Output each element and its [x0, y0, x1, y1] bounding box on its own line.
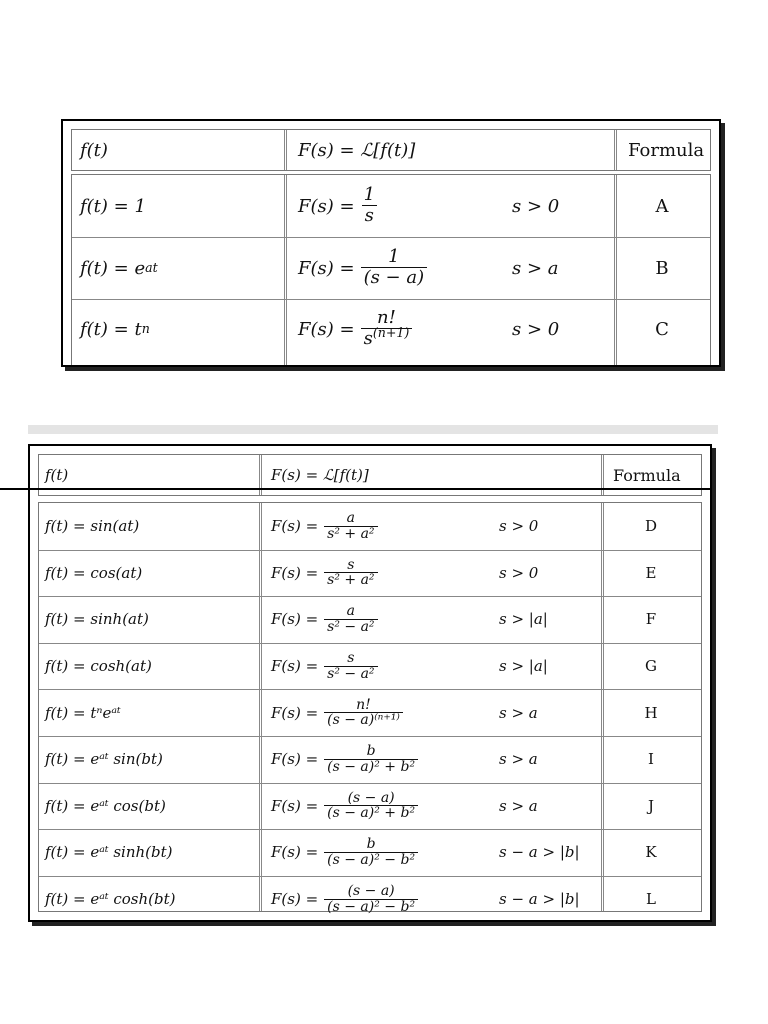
table2-row-i-condition: s > a: [499, 750, 538, 769]
Fs-prefix: F(s) =: [271, 750, 319, 769]
numerator: 1: [363, 184, 376, 206]
table2-header-formula: Formula: [613, 465, 681, 485]
fraction: [324, 791, 418, 821]
Fs-prefix: F(s) =: [271, 703, 319, 722]
denominator: (s − a)² + b²: [324, 805, 418, 821]
table2-row-h-Fs: [271, 689, 403, 736]
table2-row-f-condition: s > |a|: [499, 610, 548, 629]
denominator: (s − a)² − b²: [324, 852, 418, 868]
table1-header-ft: f(t): [80, 139, 108, 161]
numerator: a: [346, 510, 356, 527]
table2-row-k-Fs: [271, 829, 418, 876]
table1-header-Fs: F(s) = ℒ[f(t)]: [298, 139, 416, 161]
table1-header-formula: Formula: [628, 139, 705, 161]
denominator: (s − a): [361, 267, 428, 288]
Fs-prefix: F(s) =: [298, 318, 355, 340]
denominator: [361, 325, 413, 350]
denominator: (s − a)² − b²: [324, 899, 418, 915]
table2-row-g-letter: G: [645, 657, 657, 676]
table1-header-row: [71, 129, 711, 171]
table2-row-l-Fs: [271, 876, 418, 923]
denominator: (s − a)⁽ⁿ⁺¹⁾: [324, 712, 403, 728]
table2-row-k-letter: K: [645, 843, 657, 862]
Fs-prefix: F(s) =: [271, 563, 319, 582]
table2-row-g-ft: f(t) = cosh(at): [45, 657, 152, 676]
Fs-prefix: F(s) =: [271, 610, 319, 629]
table1-row-a-condition: s > 0: [512, 195, 560, 217]
Fs-prefix: F(s) =: [298, 257, 355, 279]
table2-row-j-Fs: [271, 783, 418, 830]
fraction: [324, 744, 418, 774]
ft-base: f(t) = e: [80, 257, 146, 279]
laplace-table-extended: [28, 444, 712, 922]
fraction: [324, 884, 418, 914]
table2-row-d-ft: f(t) = sin(at): [45, 517, 140, 536]
fraction: [324, 558, 377, 588]
fraction: [361, 248, 428, 288]
numerator: a: [346, 603, 356, 620]
den-exponent: (n+1): [372, 325, 410, 341]
table2-row-j-letter: J: [647, 796, 654, 815]
numerator: b: [366, 836, 376, 853]
table1-row-c-ft: f(t) = t n: [80, 318, 150, 340]
table2-row-h-condition: s > a: [499, 703, 538, 722]
table2-row-j-ft: f(t) = eᵃᵗ cos(bt): [45, 796, 166, 815]
table2-row-i-Fs: [271, 736, 418, 783]
fraction: [324, 837, 418, 867]
laplace-table-basic: [61, 119, 721, 367]
fraction: [324, 511, 377, 541]
table2-body: [38, 502, 702, 915]
fraction: [361, 309, 413, 349]
fraction: [324, 604, 377, 634]
table1-body: [71, 174, 711, 365]
table2-row-e-Fs: [271, 550, 378, 597]
table1-row-b-letter: B: [655, 257, 669, 279]
scan-shade-strip: [28, 425, 718, 434]
numerator: (s − a): [347, 882, 395, 899]
denominator: s² − a²: [324, 666, 377, 682]
fraction: [324, 651, 377, 681]
table2-row-e-letter: E: [645, 563, 657, 582]
numerator: n!: [377, 307, 396, 329]
scan-header-divider: [0, 488, 710, 490]
numerator: 1: [388, 246, 400, 268]
denominator: s² − a²: [324, 619, 377, 635]
table1-row-b-condition: s > a: [512, 257, 559, 279]
ft-base: f(t) = t: [80, 318, 142, 340]
den-base: s: [363, 328, 373, 350]
fraction: [324, 698, 403, 728]
table2-row-g-Fs: [271, 643, 378, 690]
table2-row-h-ft: f(t) = tⁿeᵃᵗ: [45, 703, 121, 722]
table1-row-a-Fs: [298, 175, 378, 237]
table2-row-j-condition: s > a: [499, 796, 538, 815]
numerator: (s − a): [347, 789, 395, 806]
table2-row-k-ft: f(t) = eᵃᵗ sinh(bt): [45, 843, 173, 862]
numerator: s: [347, 649, 355, 666]
table1-row-c-Fs: [298, 299, 412, 359]
numerator: n!: [356, 696, 371, 713]
table2-row-g-condition: s > |a|: [499, 657, 548, 676]
table1-row-c-letter: C: [655, 318, 669, 340]
table2-row-k-condition: s − a > |b|: [499, 843, 580, 862]
table2-row-i-ft: f(t) = eᵃᵗ sin(bt): [45, 750, 163, 769]
table1-row-b-ft: f(t) = e at: [80, 257, 158, 279]
numerator: s: [347, 556, 355, 573]
table1-row-a-ft: f(t) = 1: [80, 195, 146, 217]
table2-row-l-condition: s − a > |b|: [499, 890, 580, 909]
denominator: s² + a²: [324, 526, 377, 542]
table2-row-f-ft: f(t) = sinh(at): [45, 610, 149, 629]
table2-row-i-letter: I: [648, 750, 654, 769]
table2-row-l-letter: L: [646, 890, 656, 909]
table2-row-f-letter: F: [645, 610, 657, 629]
table2-header-ft: f(t): [45, 466, 69, 484]
table2-row-d-Fs: [271, 503, 378, 550]
table1-row-b-Fs: [298, 237, 427, 299]
table2-row-l-ft: f(t) = eᵃᵗ cosh(bt): [45, 890, 176, 909]
Fs-prefix: F(s) =: [271, 843, 319, 862]
table2-row-e-condition: s > 0: [499, 563, 539, 582]
denominator: s: [362, 205, 377, 226]
Fs-prefix: F(s) =: [271, 796, 319, 815]
denominator: s² + a²: [324, 572, 377, 588]
table2-row-d-condition: s > 0: [499, 517, 539, 536]
table2-row-d-letter: D: [644, 517, 658, 536]
Fs-prefix: F(s) =: [271, 517, 319, 536]
numerator: b: [366, 743, 376, 760]
Fs-prefix: F(s) =: [271, 890, 319, 909]
table2-header-Fs: F(s) = ℒ[f(t)]: [271, 466, 369, 484]
table2-row-h-letter: H: [644, 703, 658, 722]
Fs-prefix: F(s) =: [298, 195, 355, 217]
denominator: (s − a)² + b²: [324, 759, 418, 775]
table2-row-e-ft: f(t) = cos(at): [45, 563, 143, 582]
table1-row-a-letter: A: [655, 195, 669, 217]
table2-row-f-Fs: [271, 596, 378, 643]
table1-row-c-condition: s > 0: [512, 318, 560, 340]
Fs-prefix: F(s) =: [271, 657, 319, 676]
fraction: [361, 186, 378, 226]
